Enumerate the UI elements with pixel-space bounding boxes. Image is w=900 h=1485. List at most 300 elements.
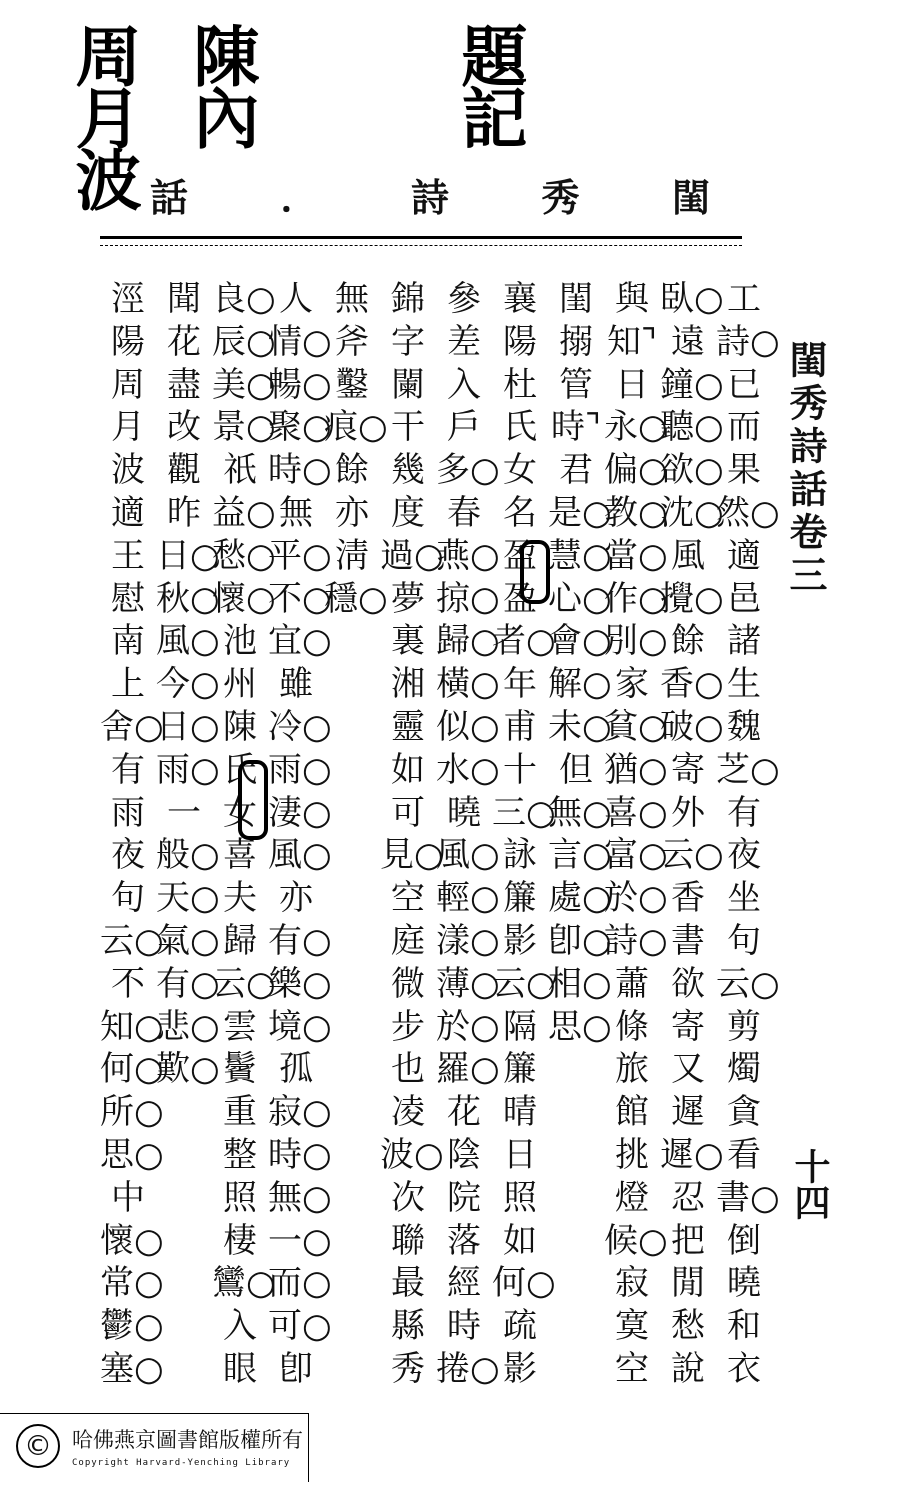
text-char: 已 bbox=[727, 364, 761, 405]
text-char: 平○ bbox=[268, 535, 332, 576]
text-char: 別○ bbox=[604, 621, 668, 662]
text-char: 淒○ bbox=[268, 792, 332, 833]
text-char: 說 bbox=[671, 1348, 705, 1389]
text-char: 整 bbox=[223, 1134, 257, 1175]
text-char: 夜 bbox=[111, 835, 145, 876]
text-char: 搦 bbox=[559, 321, 593, 362]
text-char: 宜○ bbox=[268, 621, 332, 662]
text-char: 又 bbox=[671, 1049, 705, 1090]
text-char: 涇 bbox=[111, 279, 145, 319]
text-char: 杜 bbox=[503, 364, 537, 405]
text-char: 花 bbox=[167, 321, 201, 362]
text-char: 聯 bbox=[391, 1220, 425, 1261]
text-char: 餘 bbox=[671, 621, 705, 662]
text-char: 和 bbox=[727, 1306, 761, 1347]
text-char: 月 bbox=[111, 407, 145, 448]
text-char: 曉 bbox=[447, 792, 481, 833]
text-char: 不○ bbox=[268, 578, 332, 619]
text-char: 淸 bbox=[335, 535, 369, 576]
text-char: 益○ bbox=[212, 492, 276, 533]
text-char: 三○ bbox=[492, 792, 556, 833]
text-column bbox=[436, 278, 500, 1398]
running-head: 閨秀詩話卷三 bbox=[783, 340, 828, 598]
text-column bbox=[156, 278, 220, 1398]
text-char: 薄○ bbox=[436, 963, 500, 1004]
text-char: 者○ bbox=[492, 621, 556, 662]
text-char: 云○ bbox=[492, 963, 556, 1004]
text-char: 日 bbox=[503, 1134, 537, 1175]
text-char: 適 bbox=[727, 535, 761, 576]
text-char: 而 bbox=[727, 407, 761, 448]
copyright-notice bbox=[0, 1413, 309, 1482]
text-char: 不 bbox=[111, 963, 145, 1004]
text-char: 卽 bbox=[279, 1348, 313, 1389]
text-char: 有○ bbox=[268, 920, 332, 961]
text-char: 舍○ bbox=[100, 706, 164, 747]
text-char: 蕭 bbox=[615, 963, 649, 1004]
text-char: 香○ bbox=[660, 664, 724, 705]
text-char: 照 bbox=[223, 1177, 257, 1218]
text-char: 永○ bbox=[604, 407, 668, 448]
text-char: 香 bbox=[671, 878, 705, 919]
text-char: 多○ bbox=[436, 450, 500, 491]
text-char: 最 bbox=[391, 1263, 425, 1304]
text-column bbox=[604, 278, 668, 1398]
text-char: 人 bbox=[279, 279, 313, 319]
text-char: 鑿 bbox=[335, 364, 369, 405]
text-char: 影 bbox=[503, 920, 537, 961]
text-char: 寂○ bbox=[268, 1092, 332, 1133]
text-char: 可 bbox=[391, 792, 425, 833]
text-char: 候○ bbox=[604, 1220, 668, 1261]
text-char: 貧○ bbox=[604, 706, 668, 747]
text-char: 衣 bbox=[727, 1348, 761, 1389]
text-char: 慧○ bbox=[548, 535, 612, 576]
text-char: 雨○ bbox=[268, 749, 332, 790]
text-char: 也 bbox=[391, 1049, 425, 1090]
text-char: 攪○ bbox=[660, 578, 724, 619]
text-char: 處○ bbox=[548, 878, 612, 919]
text-char: 院 bbox=[447, 1177, 481, 1218]
text-char: 云○ bbox=[660, 835, 724, 876]
text-char: 照 bbox=[503, 1177, 537, 1218]
text-char: 無 bbox=[279, 492, 313, 533]
text-char: 鐘○ bbox=[660, 364, 724, 405]
text-char: 過○ bbox=[380, 535, 444, 576]
text-char: 孤 bbox=[279, 1049, 313, 1090]
text-char: 而○ bbox=[268, 1263, 332, 1304]
text-char: 風○ bbox=[156, 621, 220, 662]
text-char: 破○ bbox=[660, 706, 724, 747]
text-char: 偏○ bbox=[604, 450, 668, 491]
text-char: 度 bbox=[391, 492, 425, 533]
text-char: 穩○ bbox=[324, 578, 388, 619]
text-char: 有○ bbox=[156, 963, 220, 1004]
text-char: 芝○ bbox=[716, 749, 780, 790]
text-char: 氏 bbox=[503, 407, 537, 448]
text-char: 然○ bbox=[716, 492, 780, 533]
text-char: 剪 bbox=[727, 1006, 761, 1047]
text-char: 懷○ bbox=[212, 578, 276, 619]
text-char: 句 bbox=[727, 920, 761, 961]
text-char: 雨○ bbox=[156, 749, 220, 790]
text-char: 欲 bbox=[671, 963, 705, 1004]
text-char: 良○ bbox=[212, 279, 276, 319]
text-char: 挑 bbox=[615, 1134, 649, 1175]
text-char: 條 bbox=[615, 1006, 649, 1047]
text-char: 暢○ bbox=[268, 364, 332, 405]
text-char: 書○ bbox=[716, 1177, 780, 1218]
text-char: 隔 bbox=[503, 1006, 537, 1047]
text-char: 如 bbox=[503, 1220, 537, 1261]
text-char: 寄 bbox=[671, 1006, 705, 1047]
text-char: 有 bbox=[111, 749, 145, 790]
text-char: 詠 bbox=[503, 835, 537, 876]
text-char: 裏 bbox=[391, 621, 425, 662]
inscription-col-3: 題記 bbox=[450, 22, 528, 146]
text-char: 日○ bbox=[156, 535, 220, 576]
text-char: 一○ bbox=[268, 1220, 332, 1261]
text-char: 般○ bbox=[156, 835, 220, 876]
text-char: 何○ bbox=[492, 1263, 556, 1304]
text-char: 相○ bbox=[548, 963, 612, 1004]
text-char: 遠 bbox=[671, 321, 705, 362]
text-char: 如 bbox=[391, 749, 425, 790]
text-char: 心○ bbox=[548, 578, 612, 619]
text-char: 作○ bbox=[604, 578, 668, 619]
text-char: 輕○ bbox=[436, 878, 500, 919]
text-char: 天○ bbox=[156, 878, 220, 919]
text-char: 波 bbox=[111, 450, 145, 491]
decorative-ornament bbox=[520, 540, 550, 604]
text-char: 日○ bbox=[156, 706, 220, 747]
text-char: 歸 bbox=[223, 920, 257, 961]
text-char: 羅○ bbox=[436, 1049, 500, 1090]
text-char: 入 bbox=[223, 1306, 257, 1347]
text-char: 書 bbox=[671, 920, 705, 961]
text-char: 懷○ bbox=[100, 1220, 164, 1261]
text-char: 掠○ bbox=[436, 578, 500, 619]
text-char: 夢 bbox=[391, 578, 425, 619]
text-char: 景○ bbox=[212, 407, 276, 448]
text-char: 何○ bbox=[100, 1049, 164, 1090]
text-char: 凌 bbox=[391, 1092, 425, 1133]
text-column bbox=[716, 278, 780, 1398]
text-char: 諸 bbox=[727, 621, 761, 662]
text-char: 愁 bbox=[671, 1306, 705, 1347]
title-char: 詩 bbox=[411, 175, 450, 220]
text-char: 祇 bbox=[223, 450, 257, 491]
text-char: 當○ bbox=[604, 535, 668, 576]
text-char: 曉 bbox=[727, 1263, 761, 1304]
text-char: 卽○ bbox=[548, 920, 612, 961]
text-char: 無○ bbox=[548, 792, 612, 833]
text-char: 管 bbox=[559, 364, 593, 405]
text-char: 春 bbox=[447, 492, 481, 533]
text-char: 觀 bbox=[167, 450, 201, 491]
text-char: 晴 bbox=[503, 1092, 537, 1133]
text-char: 是○ bbox=[548, 492, 612, 533]
text-char: 十 bbox=[503, 749, 537, 790]
text-char: 云○ bbox=[100, 920, 164, 961]
text-char: 戶 bbox=[447, 407, 481, 448]
text-char: 悲○ bbox=[156, 1006, 220, 1047]
text-char: 夜 bbox=[727, 835, 761, 876]
text-char: 坐 bbox=[727, 878, 761, 919]
text-char: 常○ bbox=[100, 1263, 164, 1304]
text-char: 陽 bbox=[111, 321, 145, 362]
text-char: 風○ bbox=[436, 835, 500, 876]
text-char: 空 bbox=[615, 1348, 649, 1389]
text-char: 簾 bbox=[503, 878, 537, 919]
text-char: 日 bbox=[615, 364, 649, 405]
text-char: 云○ bbox=[212, 963, 276, 1004]
text-char: 似○ bbox=[436, 706, 500, 747]
text-char: 雲 bbox=[223, 1006, 257, 1047]
text-char: 有 bbox=[727, 792, 761, 833]
text-column bbox=[660, 278, 724, 1398]
text-char: 慰 bbox=[111, 578, 145, 619]
text-char: 眼 bbox=[223, 1348, 257, 1389]
copyright-english: Copyright Harvard-Yenching Library bbox=[72, 1458, 291, 1468]
text-char: 盈 bbox=[503, 535, 537, 576]
text-char: 知⌝ bbox=[607, 321, 657, 362]
text-char: 時⌝ bbox=[551, 407, 601, 448]
text-char: 池 bbox=[223, 621, 257, 662]
text-char: 改 bbox=[167, 407, 201, 448]
text-char: 簾 bbox=[503, 1049, 537, 1090]
title-char: ． bbox=[280, 175, 319, 220]
text-char: 干 bbox=[391, 407, 425, 448]
inscription-col-2: 陳內 bbox=[182, 22, 260, 146]
text-char: 南 bbox=[111, 621, 145, 662]
text-char: 可○ bbox=[268, 1306, 332, 1347]
text-char: 步 bbox=[391, 1006, 425, 1047]
text-char: 寞 bbox=[615, 1306, 649, 1347]
title-char: 話 bbox=[150, 175, 189, 220]
text-char: 魏 bbox=[727, 706, 761, 747]
text-char: 塞○ bbox=[100, 1348, 164, 1389]
text-char: 會○ bbox=[548, 621, 612, 662]
text-char: 王 bbox=[111, 535, 145, 576]
text-char: 貪 bbox=[727, 1092, 761, 1133]
text-char: 與 bbox=[615, 279, 649, 319]
text-char: 盈 bbox=[503, 578, 537, 619]
text-char: 遲 bbox=[671, 1092, 705, 1133]
text-char: 雨 bbox=[111, 792, 145, 833]
text-char: 時 bbox=[447, 1306, 481, 1347]
text-char: 辰○ bbox=[212, 321, 276, 362]
text-char: 富○ bbox=[604, 835, 668, 876]
text-char: 上 bbox=[111, 664, 145, 705]
text-char: 解○ bbox=[548, 664, 612, 705]
text-char: 氏 bbox=[223, 749, 257, 790]
text-char: 果 bbox=[727, 450, 761, 491]
text-char: 鬢 bbox=[223, 1049, 257, 1090]
text-char: 寂 bbox=[615, 1263, 649, 1304]
text-char: 襄 bbox=[503, 279, 537, 319]
text-char: 波○ bbox=[380, 1134, 444, 1175]
text-char: 冷○ bbox=[268, 706, 332, 747]
decorative-ornament bbox=[238, 760, 268, 840]
text-char: 州 bbox=[223, 664, 257, 705]
text-char: 女 bbox=[503, 450, 537, 491]
text-char: 美○ bbox=[212, 364, 276, 405]
page-number: 十四 bbox=[789, 1148, 831, 1220]
text-char: 鬱○ bbox=[100, 1306, 164, 1347]
text-char: 猶○ bbox=[604, 749, 668, 790]
text-char: 次 bbox=[391, 1177, 425, 1218]
decorative-rule bbox=[100, 236, 742, 246]
text-char: 時○ bbox=[268, 450, 332, 491]
copyright-chinese: 哈佛燕京圖書館版權所有 bbox=[72, 1428, 303, 1452]
text-char: 外 bbox=[671, 792, 705, 833]
text-char: 倒 bbox=[727, 1220, 761, 1261]
text-char: 言○ bbox=[548, 835, 612, 876]
text-column bbox=[492, 278, 556, 1398]
text-char: 風 bbox=[671, 535, 705, 576]
text-char: 昨 bbox=[167, 492, 201, 533]
text-char: 無○ bbox=[268, 1177, 332, 1218]
text-char: 餘 bbox=[335, 450, 369, 491]
text-char: 見○ bbox=[380, 835, 444, 876]
text-char: 參 bbox=[447, 279, 481, 319]
text-char: 年 bbox=[503, 664, 537, 705]
text-char: 靈 bbox=[391, 706, 425, 747]
text-column bbox=[324, 278, 388, 1398]
text-column bbox=[100, 278, 164, 1398]
text-char: 陰 bbox=[447, 1134, 481, 1175]
text-char: 中 bbox=[111, 1177, 145, 1218]
text-char: 閨 bbox=[559, 279, 593, 319]
section-title bbox=[150, 176, 710, 220]
text-char: 思○ bbox=[100, 1134, 164, 1175]
text-char: 漾○ bbox=[436, 920, 500, 961]
text-char: 庭 bbox=[391, 920, 425, 961]
text-char: 水○ bbox=[436, 749, 500, 790]
text-char: 落 bbox=[447, 1220, 481, 1261]
text-char: 經 bbox=[447, 1263, 481, 1304]
text-char: 無 bbox=[335, 279, 369, 319]
text-char: 沈○ bbox=[660, 492, 724, 533]
text-char: 橫○ bbox=[436, 664, 500, 705]
text-char: 女 bbox=[223, 792, 257, 833]
text-char: 句 bbox=[111, 878, 145, 919]
text-char: 教○ bbox=[604, 492, 668, 533]
text-char: 閒 bbox=[671, 1263, 705, 1304]
text-char: 館 bbox=[615, 1092, 649, 1133]
text-char: 秋○ bbox=[156, 578, 220, 619]
text-char: 把 bbox=[671, 1220, 705, 1261]
text-column bbox=[548, 278, 612, 1398]
text-char: 亦 bbox=[335, 492, 369, 533]
text-char: 風○ bbox=[268, 835, 332, 876]
text-char: 斧 bbox=[335, 321, 369, 362]
text-column bbox=[268, 278, 332, 1398]
text-char: 縣 bbox=[391, 1306, 425, 1347]
text-char: 於○ bbox=[604, 878, 668, 919]
text-char: 聚○ bbox=[268, 407, 332, 448]
text-char: 看 bbox=[727, 1134, 761, 1175]
text-char: 家 bbox=[615, 664, 649, 705]
text-char: 詩○ bbox=[604, 920, 668, 961]
text-char: 疏 bbox=[503, 1306, 537, 1347]
text-char: 忍 bbox=[671, 1177, 705, 1218]
text-char: 夫 bbox=[223, 878, 257, 919]
text-char: 適 bbox=[111, 492, 145, 533]
text-char: 邑 bbox=[727, 578, 761, 619]
text-char: 字 bbox=[391, 321, 425, 362]
text-char: 秀 bbox=[391, 1348, 425, 1389]
title-char: 秀 bbox=[541, 175, 580, 220]
copyright-icon: © bbox=[16, 1424, 60, 1468]
text-char: 欲○ bbox=[660, 450, 724, 491]
text-char: 臥○ bbox=[660, 279, 724, 319]
text-char: 喜 bbox=[223, 835, 257, 876]
text-char: 聞 bbox=[167, 279, 201, 319]
text-char: 陳 bbox=[223, 706, 257, 747]
text-char: 微 bbox=[391, 963, 425, 1004]
text-char: 陽 bbox=[503, 321, 537, 362]
text-char: 空 bbox=[391, 878, 425, 919]
text-char: 捲○ bbox=[436, 1348, 500, 1389]
text-char: 差 bbox=[447, 321, 481, 362]
text-char: 燭 bbox=[727, 1049, 761, 1090]
text-char: 棲 bbox=[223, 1220, 257, 1261]
text-column bbox=[380, 278, 444, 1398]
text-char: 痕○ bbox=[324, 407, 388, 448]
text-char: 氣○ bbox=[156, 920, 220, 961]
text-char: 於○ bbox=[436, 1006, 500, 1047]
main-text bbox=[100, 278, 780, 1398]
text-char: 周 bbox=[111, 364, 145, 405]
text-char: 名 bbox=[503, 492, 537, 533]
text-char: 花 bbox=[447, 1092, 481, 1133]
text-char: 君 bbox=[559, 450, 593, 491]
text-char: 錦 bbox=[391, 279, 425, 319]
text-char: 知○ bbox=[100, 1006, 164, 1047]
text-char: 思○ bbox=[548, 1006, 612, 1047]
text-char: 影 bbox=[503, 1348, 537, 1389]
text-char: 亦 bbox=[279, 878, 313, 919]
text-char: 境○ bbox=[268, 1006, 332, 1047]
text-char: 燕○ bbox=[436, 535, 500, 576]
text-char: 旅 bbox=[615, 1049, 649, 1090]
text-char: 喜○ bbox=[604, 792, 668, 833]
text-char: 樂○ bbox=[268, 963, 332, 1004]
text-char: 但 bbox=[559, 749, 593, 790]
text-char: 盡 bbox=[167, 364, 201, 405]
text-char: 所○ bbox=[100, 1092, 164, 1133]
text-char: 歸○ bbox=[436, 621, 500, 662]
inscription-col-1: 周月波 bbox=[64, 22, 142, 208]
text-char: 情○ bbox=[268, 321, 332, 362]
text-char: 時○ bbox=[268, 1134, 332, 1175]
text-char: 今○ bbox=[156, 664, 220, 705]
text-char: 云○ bbox=[716, 963, 780, 1004]
text-char: 鸞○ bbox=[212, 1263, 276, 1304]
text-char: 一 bbox=[167, 792, 201, 833]
text-char: 聽○ bbox=[660, 407, 724, 448]
text-char: 雖 bbox=[279, 664, 313, 705]
title-char: 閨 bbox=[671, 175, 710, 220]
text-char: 詩○ bbox=[716, 321, 780, 362]
text-char: 重 bbox=[223, 1092, 257, 1133]
text-char: 幾 bbox=[391, 450, 425, 491]
text-char: 湘 bbox=[391, 664, 425, 705]
text-char: 遲○ bbox=[660, 1134, 724, 1175]
text-char: 工 bbox=[727, 279, 761, 319]
